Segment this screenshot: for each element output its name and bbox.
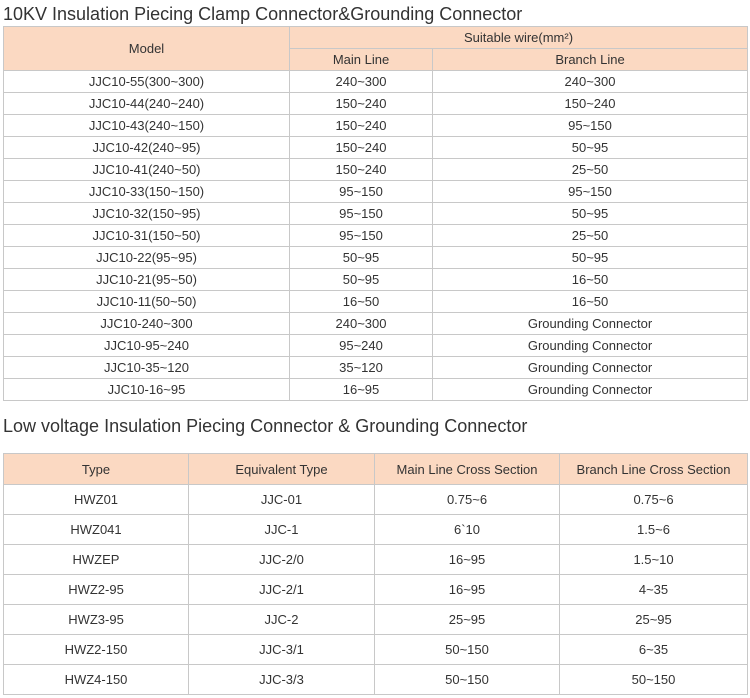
cell-equivalent-type: JJC-2/0 [189, 545, 375, 575]
low-voltage-connector-table [3, 453, 748, 695]
cell-branch-line: Grounding Connector [433, 357, 748, 379]
table-row [4, 181, 748, 203]
cell-type: HWZ4-150 [4, 665, 189, 695]
cell-main-line: 50~95 [290, 247, 433, 269]
cell-branch-line: 50~95 [433, 247, 748, 269]
cell-branch-line: 95~150 [433, 181, 748, 203]
cell-main-line: 95~240 [290, 335, 433, 357]
cell-main-line-cross-section: 50~150 [375, 635, 560, 665]
cell-equivalent-type: JJC-3/1 [189, 635, 375, 665]
cell-main-line: 16~95 [290, 379, 433, 401]
cell-branch-line: 16~50 [433, 269, 748, 291]
cell-main-line: 150~240 [290, 137, 433, 159]
cell-branch-line-cross-section: 1.5~6 [560, 515, 748, 545]
cell-branch-line: Grounding Connector [433, 335, 748, 357]
cell-branch-line-cross-section: 0.75~6 [560, 485, 748, 515]
header-suitable-wire: Suitable wire(mm²) [290, 27, 748, 49]
cell-model: JJC10-11(50~50) [4, 291, 290, 313]
cell-model: JJC10-42(240~95) [4, 137, 290, 159]
cell-branch-line: 95~150 [433, 115, 748, 137]
table2-body [4, 485, 748, 695]
cell-type: HWZ041 [4, 515, 189, 545]
cell-equivalent-type: JJC-1 [189, 515, 375, 545]
table-row [4, 137, 748, 159]
cell-branch-line-cross-section: 25~95 [560, 605, 748, 635]
table-row [4, 269, 748, 291]
cell-branch-line: 50~95 [433, 203, 748, 225]
table-row [4, 159, 748, 181]
header-main-line: Main Line [290, 49, 433, 71]
table2-title: Low voltage Insulation Piecing Connector & Grounding Connector [3, 416, 528, 436]
cell-type: HWZ01 [4, 485, 189, 515]
table-row [4, 203, 748, 225]
cell-main-line: 240~300 [290, 71, 433, 93]
header-equivalent-type: Equivalent Type [189, 454, 375, 485]
table-row [4, 115, 748, 137]
table-row [4, 247, 748, 269]
cell-model: JJC10-35~120 [4, 357, 290, 379]
cell-main-line: 35~120 [290, 357, 433, 379]
cell-model: JJC10-240~300 [4, 313, 290, 335]
header-type: Type [4, 454, 189, 485]
header-branch-line: Branch Line [433, 49, 748, 71]
table-row [4, 545, 748, 575]
table-row [4, 357, 748, 379]
cell-branch-line-cross-section: 1.5~10 [560, 545, 748, 575]
cell-equivalent-type: JJC-3/3 [189, 665, 375, 695]
cell-main-line: 240~300 [290, 313, 433, 335]
cell-model: JJC10-16~95 [4, 379, 290, 401]
cell-main-line-cross-section: 50~150 [375, 665, 560, 695]
table1-title: 10KV Insulation Piecing Clamp Connector&Grounding Connector [3, 4, 523, 24]
cell-main-line: 50~95 [290, 269, 433, 291]
cell-branch-line: 25~50 [433, 225, 748, 247]
cell-main-line: 95~150 [290, 225, 433, 247]
cell-model: JJC10-41(240~50) [4, 159, 290, 181]
cell-model: JJC10-55(300~300) [4, 71, 290, 93]
header-model: Model [4, 27, 290, 71]
table-row [4, 313, 748, 335]
cell-model: JJC10-44(240~240) [4, 93, 290, 115]
cell-main-line: 150~240 [290, 159, 433, 181]
cell-main-line: 16~50 [290, 291, 433, 313]
cell-type: HWZ2-150 [4, 635, 189, 665]
cell-type: HWZ3-95 [4, 605, 189, 635]
table-row [4, 225, 748, 247]
table-row [4, 379, 748, 401]
cell-main-line-cross-section: 0.75~6 [375, 485, 560, 515]
cell-main-line-cross-section: 16~95 [375, 575, 560, 605]
table-row [4, 605, 748, 635]
cell-branch-line: 25~50 [433, 159, 748, 181]
cell-main-line-cross-section: 16~95 [375, 545, 560, 575]
table1-body [4, 71, 748, 401]
ten-kv-connector-table [3, 26, 748, 401]
cell-model: JJC10-31(150~50) [4, 225, 290, 247]
cell-equivalent-type: JJC-2/1 [189, 575, 375, 605]
header-branch-line-cross-section: Branch Line Cross Section [560, 454, 748, 485]
cell-branch-line: 16~50 [433, 291, 748, 313]
cell-branch-line: 240~300 [433, 71, 748, 93]
cell-main-line: 95~150 [290, 203, 433, 225]
cell-branch-line-cross-section: 6~35 [560, 635, 748, 665]
cell-type: HWZEP [4, 545, 189, 575]
cell-branch-line: 150~240 [433, 93, 748, 115]
cell-model: JJC10-33(150~150) [4, 181, 290, 203]
cell-model: JJC10-32(150~95) [4, 203, 290, 225]
cell-main-line: 150~240 [290, 93, 433, 115]
cell-branch-line-cross-section: 50~150 [560, 665, 748, 695]
cell-model: JJC10-43(240~150) [4, 115, 290, 137]
header-main-line-cross-section: Main Line Cross Section [375, 454, 560, 485]
table-row [4, 291, 748, 313]
cell-main-line-cross-section: 6`10 [375, 515, 560, 545]
cell-equivalent-type: JJC-01 [189, 485, 375, 515]
table-row [4, 575, 748, 605]
cell-main-line: 95~150 [290, 181, 433, 203]
table-row [4, 93, 748, 115]
cell-branch-line-cross-section: 4~35 [560, 575, 748, 605]
cell-branch-line: Grounding Connector [433, 313, 748, 335]
cell-branch-line: Grounding Connector [433, 379, 748, 401]
cell-equivalent-type: JJC-2 [189, 605, 375, 635]
table-row [4, 71, 748, 93]
cell-branch-line: 50~95 [433, 137, 748, 159]
cell-type: HWZ2-95 [4, 575, 189, 605]
table-row [4, 635, 748, 665]
cell-model: JJC10-22(95~95) [4, 247, 290, 269]
cell-model: JJC10-21(95~50) [4, 269, 290, 291]
cell-model: JJC10-95~240 [4, 335, 290, 357]
table-row [4, 335, 748, 357]
table-row [4, 485, 748, 515]
cell-main-line-cross-section: 25~95 [375, 605, 560, 635]
table-row [4, 515, 748, 545]
cell-main-line: 150~240 [290, 115, 433, 137]
table-row [4, 665, 748, 695]
